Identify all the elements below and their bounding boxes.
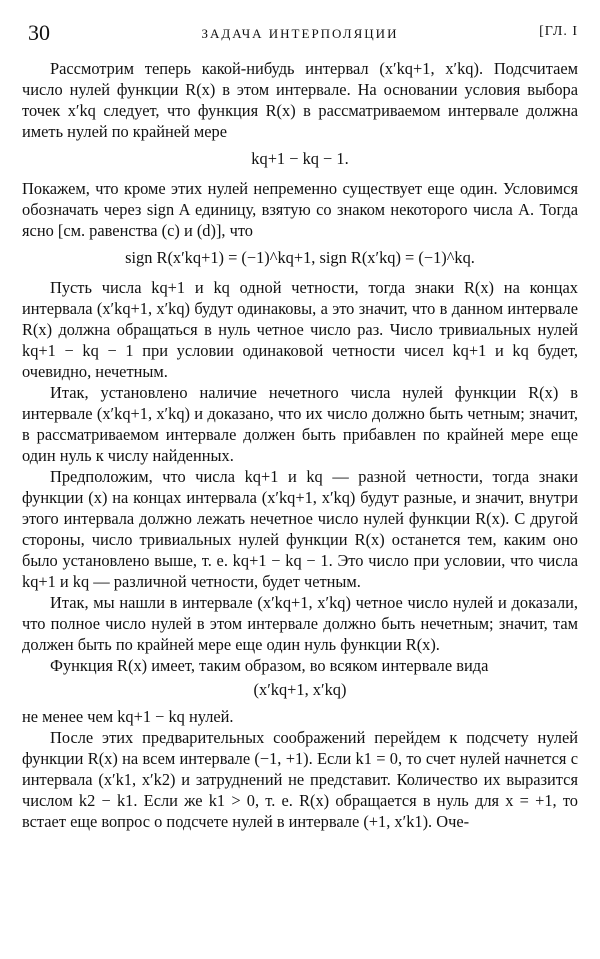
page-header bbox=[22, 18, 578, 46]
page-body bbox=[22, 58, 578, 832]
book-page bbox=[22, 18, 578, 832]
chapter-marker: [ГЛ. I bbox=[539, 24, 578, 39]
paragraph: не менее чем kq+1 − kq нулей. bbox=[22, 707, 234, 726]
paragraph: Функция R(x) имеет, таким образом, во всяком интервале вида bbox=[50, 656, 489, 675]
formula: (x′kq+1, x′kq) bbox=[253, 680, 347, 699]
formula: sign R(x′kq+1) = (−1)^kq+1, sign R(x′kq) = (−1)^kq. bbox=[125, 248, 475, 267]
paragraph: Итак, установлено наличие нечетного числа нулей функции R(x) в интервале (x′kq+1, x′kq) и доказано, что их число должно быть четным; значит, в рассматриваемом интервале должен быть прибавлен по крайней мере еще один нуль к числу найденных. bbox=[22, 383, 578, 465]
paragraph: Пусть числа kq+1 и kq одной четности, тогда знаки R(x) на концах интервала (x′kq+1, x′kq) будут одинаковы, а это значит, что в данном интервале R(x) должна обращаться в нуль четное число раз. Число тривиальных нулей kq+1 − kq − 1 при условии одинаковой четности чисел kq+1 и kq будет, очевидно, нечетным. bbox=[22, 278, 578, 381]
running-title: ЗАДАЧА ИНТЕРПОЛЯЦИИ bbox=[201, 26, 399, 41]
formula: kq+1 − kq − 1. bbox=[251, 149, 349, 168]
paragraph: Итак, мы нашли в интервале (x′kq+1, x′kq) четное число нулей и доказали, что полное число нулей в этом интервале должно быть нечетным; значит, там должен быть по крайней мере еще один нуль функции R(x). bbox=[22, 593, 578, 654]
paragraph: Рассмотрим теперь какой-нибудь интервал (x′kq+1, x′kq). Подсчитаем число нулей функции R(x) в этом интервале. На основании условия выбора точек x′kq следует, что функция R(x) в рассматриваемом интервале должна иметь нулей по крайней мере bbox=[22, 59, 578, 141]
page-number: 30 bbox=[28, 20, 50, 45]
paragraph: Предположим, что числа kq+1 и kq — разной четности, тогда знаки функции (x) на концах интервала (x′kq+1, x′kq) будут разные, и значит, внутри этого интервала должно лежать нечетное число нулей функции R(x). С другой стороны, число тривиальных нулей функции R(x) останется тем, каким оно было установлено выше, т. е. kq+1 − kq − 1. Это число при условии, что числа kq+1 и kq — различной четности, будет четным. bbox=[22, 467, 578, 591]
paragraph: После этих предварительных соображений перейдем к подсчету нулей функции R(x) на всем интервале (−1, +1). Если k1 = 0, то счет нулей начнется с интервала (x′k1, x′k2) и затруднений не представит. Количество их выразится числом k2 − k1. Если же k1 > 0, т. е. R(x) обращается в нуль для x = +1, то встает еще вопрос о подсчете нулей в интервале (+1, x′k1). Оче- bbox=[22, 728, 578, 831]
paragraph: Покажем, что кроме этих нулей непременно существует еще один. Условимся обозначать через sign A единицу, взятую со знаком некоторого числа A. Тогда ясно [см. равенства (c) и (d)], что bbox=[22, 179, 578, 240]
